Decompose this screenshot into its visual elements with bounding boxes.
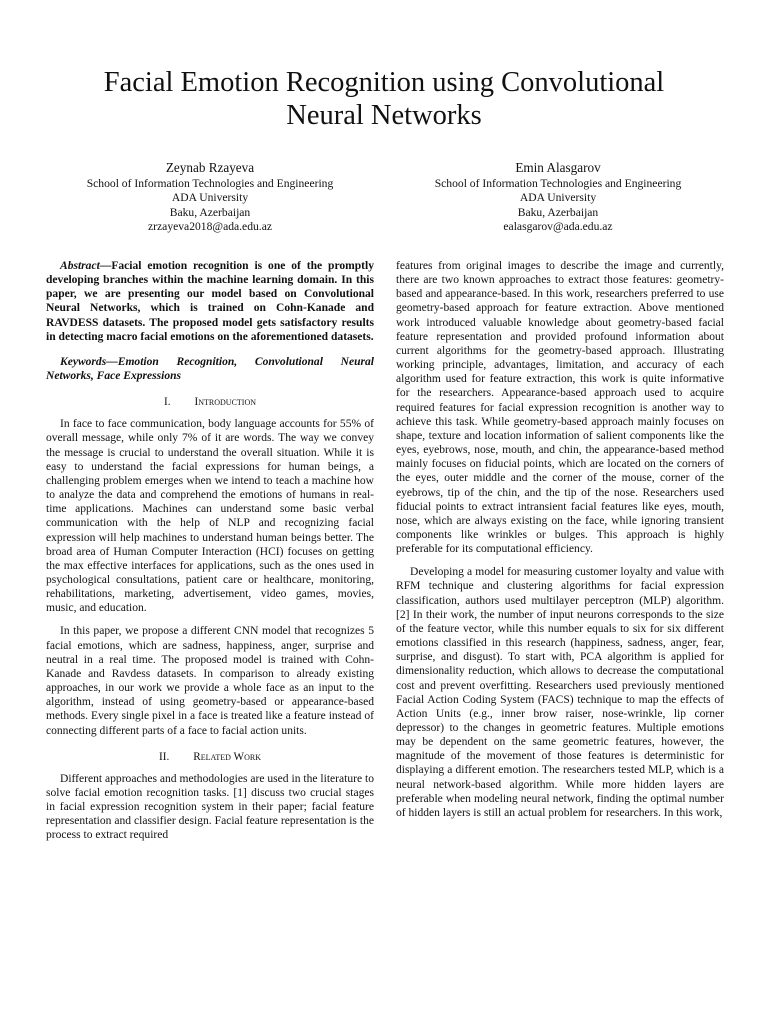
abstract-label: Abstract: [60, 260, 100, 272]
intro-paragraph-2: In this paper, we propose a different CNN model that recognizes 5 facial emotions, which are sadness, happiness, anger, surprise and neutral in a real time. The proposed model is trained with Cohn-Kanade and Ravdess datasets. In comparison to already existing approaches, in our work we provide a whole face as an input to the algorithm, instead of using geometry-based or appearance-based methods. Every single pixel in a face is treated like a feature instead of connecting different parts of a face to facial action units.: [46, 625, 374, 737]
section-title: Related Work: [193, 750, 261, 763]
section-number: I.: [163, 396, 171, 409]
author-block-1: [40, 160, 380, 235]
author-university: ADA University: [171, 191, 249, 205]
author-email: ealasgarov@ada.edu.az: [503, 220, 613, 234]
author-email: zrzayeva2018@ada.edu.az: [148, 220, 272, 234]
right-column: [396, 259, 724, 820]
abstract-text: —Facial emotion recognition is one of the promptly developing branches within the machine learning domain. In this paper, we are presenting our model based on Convolutional Neural Networks, which is trained on Cohn-Kanade and RAVDESS datasets. The proposed model gets satisfactory results in detecting macro facial emotions on the aforementioned datasets.: [46, 260, 374, 343]
author-university: ADA University: [519, 191, 597, 205]
keywords-text: —Emotion Recognition, Convolutional Neural Networks, Face Expressions: [46, 355, 374, 383]
related-paragraph-2: Developing a model for measuring customer loyalty and value with RFM technique and clustering algorithms for facial expression classification, authors used multilayer perceptron (MLP) algorithm. [2] In their work, the number of input neurons corresponds to the size of the feature vector, while this number equals to six for six different emotions classified in this research (happiness, sadness, anger, fear, surprise, and disgust). To start with, PCA algorithm is applied for dimensionality reduction, which allows to decrease the computational cost and prevent overfitting. Researchers used previously mentioned Facial Action Coding System (FACS) technique to map the effects of Action Units (e.g., inner brow raiser, nose-wrinkle, lip corner depressor) to the changes in geometric features. Multiple emotions may be dependent on the same geometric features, however, the magnitude of the movement of those features is deterministic for displaying a different emotion. The researchers tested MLP, which is a neural network-based algorithm. While more hidden layers are preferable when modeling neural network, finding the optimal number of hidden layers is still an actual problem for researchers. In this work,: [396, 566, 724, 819]
author-affiliation: School of Information Technologies and Engineering: [434, 177, 682, 190]
section-heading-introduction: [46, 395, 374, 409]
author-affiliation: School of Information Technologies and Engineering: [86, 177, 334, 190]
related-paragraph-1: Different approaches and methodologies are used in the literature to solve facial emotion recognition tasks. [1] discuss two crucial stages in facial expression recognition system in their paper; facial feature representation and classifier design. Facial feature representation is the process to extract required: [46, 772, 374, 842]
related-paragraph-continued: features from original images to describe the image and currently, there are two known approaches to extract those features: geometry-based and appearance-based. In this work, researchers preferred to use geometry-based approach for feature extraction. Above mentioned work introduced valuable knowledge about geometry-based facial feature representation and provided profound information about current algorithms for the geometry-based approach. Illustrating working principle, advantages, limitation, and accuracy of each algorithm used for feature extraction, this work is quite informative for the researchers. Appearance-based approach used to acquire required features for facial expression recognition is another way to achieve this task. While geometry-based approach mainly focuses on shape, texture and location information of salient components like the eyes, eyebrows, nose, mouth, and chin, the appearance-based method mainly focuses on fiducial points, which are located on the corners of the eyes, outer middle and the corner of the mouse, corner of the eyebrows, tip of the chin, and the tip of the nose. Researchers used fiducial points to extract intransient facial features like eyes, mouth, nose, which are always existing on the face, while ignoring transient components like wrinkles or bulges. This approach is highly preferable for its computational efficiency.: [396, 260, 724, 556]
keywords-label: Keywords: [60, 355, 107, 368]
left-column: [46, 259, 374, 842]
author-location: Baku, Azerbaijan: [517, 205, 599, 219]
paper-title: [40, 66, 728, 132]
author-name: Zeynab Rzayeva: [165, 160, 255, 175]
abstract: [46, 259, 374, 344]
section-title: Introduction: [194, 396, 257, 409]
title-line-1: Facial Emotion Recognition using Convolutional: [103, 67, 665, 98]
keywords: [46, 355, 374, 383]
author-name: Emin Alasgarov: [515, 160, 601, 175]
title-line-2: Neural Networks: [286, 100, 482, 131]
section-heading-related-work: [46, 750, 374, 764]
author-block-2: [388, 160, 728, 235]
author-location: Baku, Azerbaijan: [169, 205, 251, 219]
intro-paragraph-1: In face to face communication, body language accounts for 55% of overall message, while only 7% of it are words. The way we convey the message is crucial to understand the overall situation. While it is easy to understand the facial expressions for human beings, a challenging problem emerges when we intend to teach a machine how to analyze the data and comprehend the emotions of humans in real-time applications. Machines can understand some basic verbal communication with the help of NLP and recognizing facial expression will help machines to understand human beings better. The broad area of Human Computer Interaction (HCI) focuses on getting the max effective interfaces for applications, such as the ones used in psychological consultations, patient care or healthcare, monitoring, rehabilitations, marketing, advertisement, video games, movies, music, and education.: [46, 418, 374, 615]
section-number: II.: [159, 750, 170, 763]
